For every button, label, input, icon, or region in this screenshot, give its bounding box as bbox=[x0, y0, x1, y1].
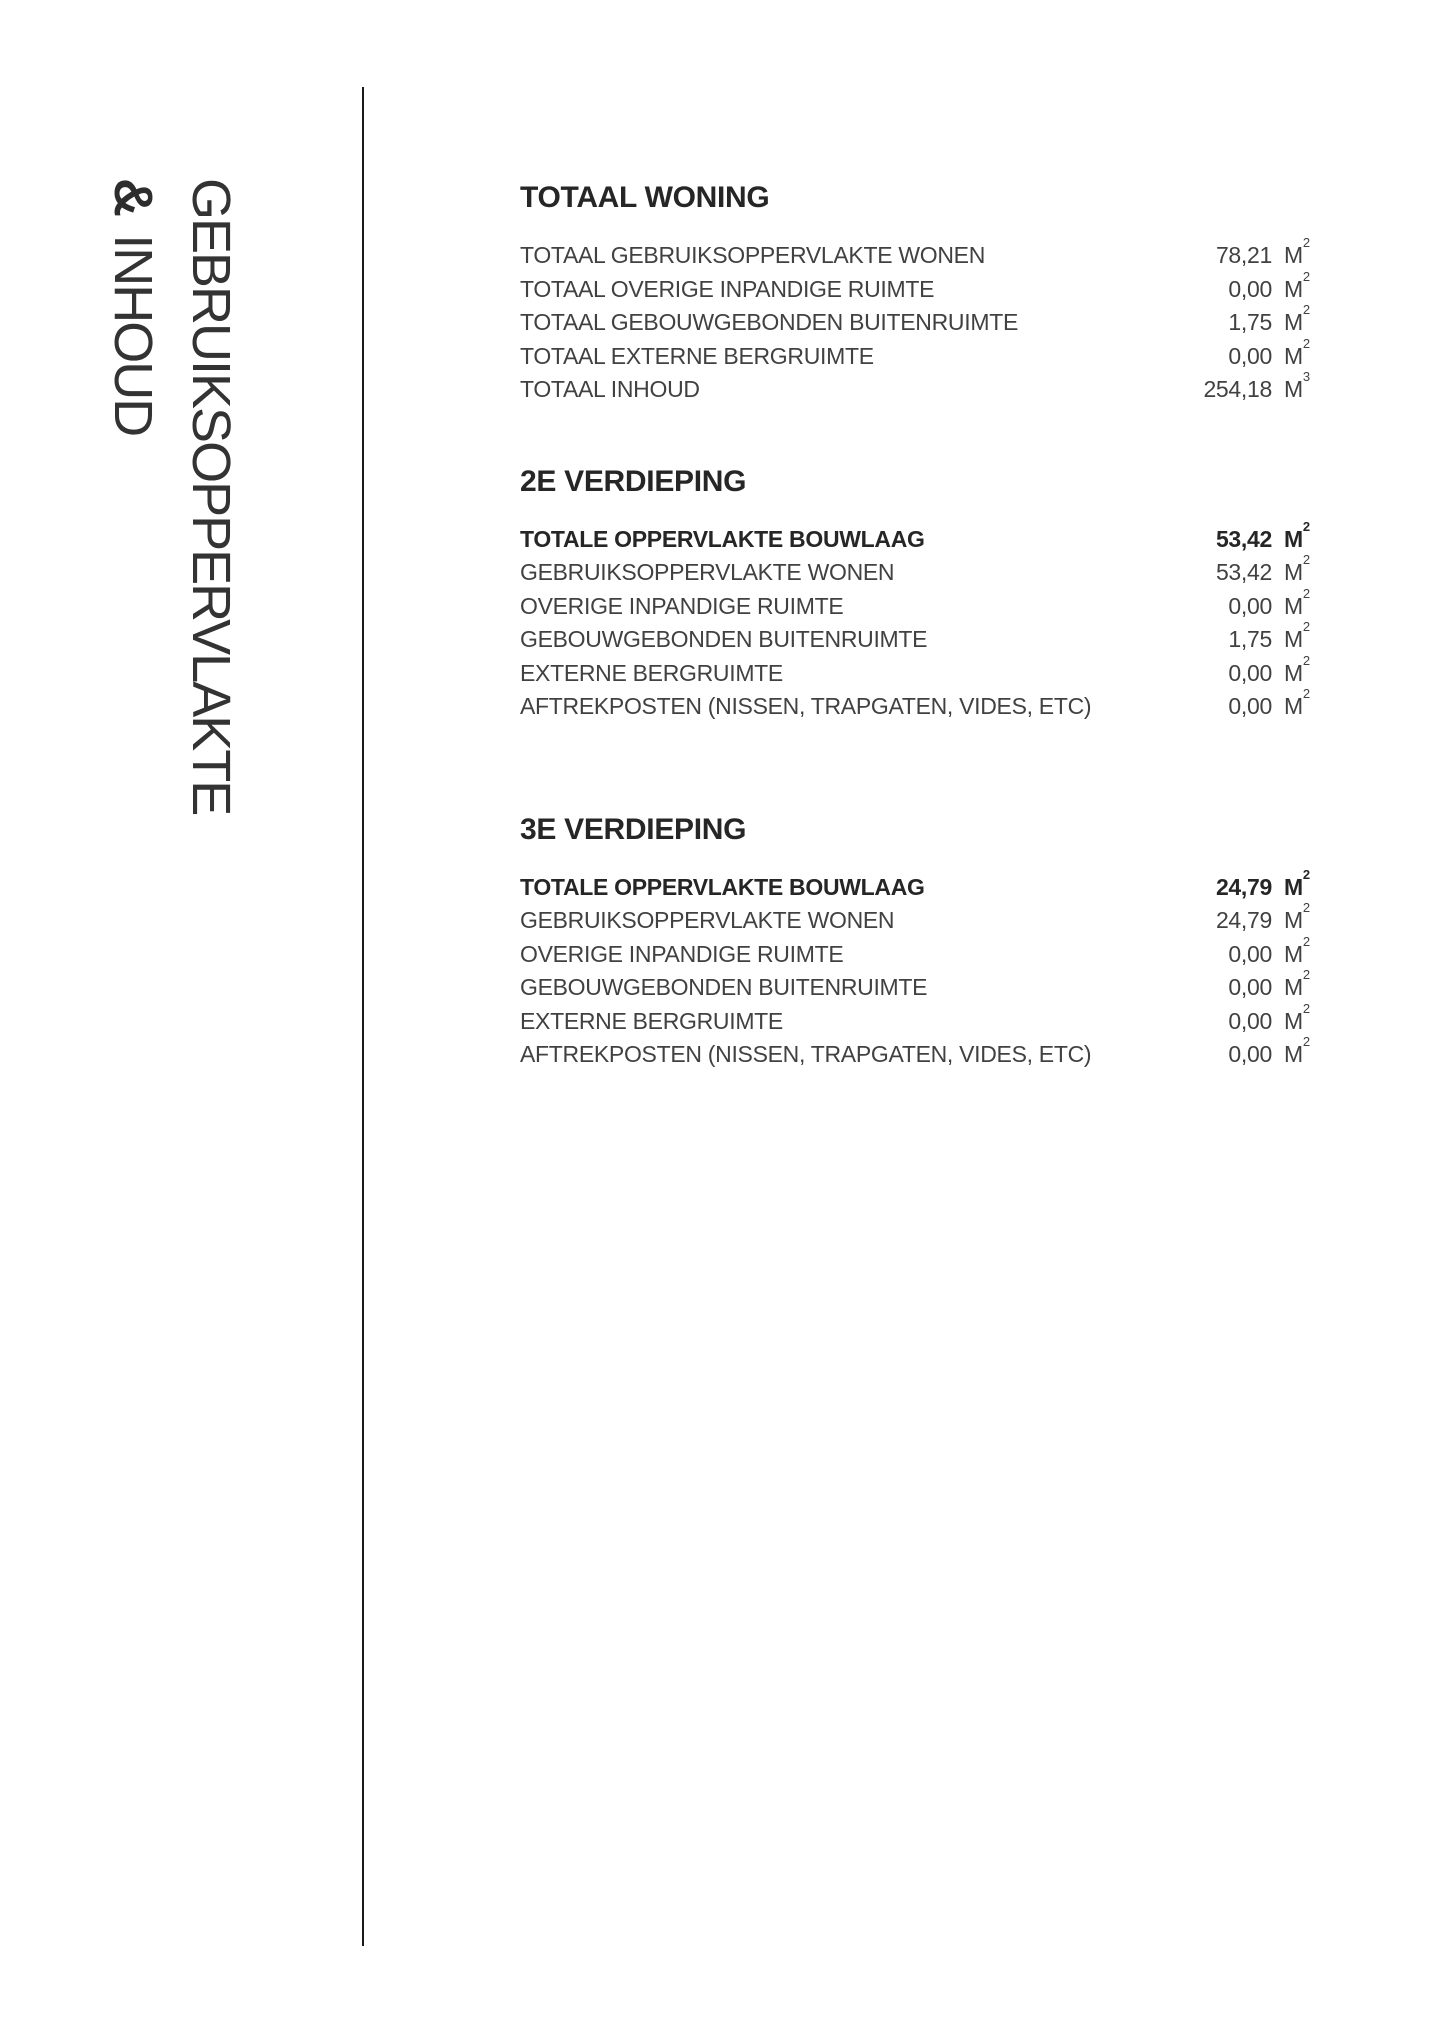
ampersand: & bbox=[103, 178, 163, 217]
unit-superscript: 2 bbox=[1302, 933, 1311, 949]
measurements-content bbox=[520, 0, 1330, 1072]
sidebar-title-line2-text: INHOUD bbox=[103, 234, 163, 436]
row-unit bbox=[1284, 1000, 1330, 1039]
vertical-divider bbox=[362, 87, 364, 1946]
section-heading: TOTAAL WONING bbox=[520, 181, 770, 214]
unit-symbol: M bbox=[1284, 626, 1303, 652]
row-unit bbox=[1284, 369, 1330, 407]
measurement-row bbox=[520, 652, 1330, 691]
unit-superscript: 2 bbox=[1302, 518, 1311, 534]
row-label: EXTERNE BERGRUIMTE bbox=[520, 659, 783, 686]
measurement-row bbox=[520, 967, 1330, 1005]
unit-superscript: 2 bbox=[1302, 302, 1311, 318]
section-rows bbox=[520, 235, 1330, 407]
row-value: 78,21 bbox=[1215, 242, 1272, 268]
row-label: TOTAAL OVERIGE INPANDIGE RUIMTE bbox=[520, 275, 935, 302]
unit-superscript: 2 bbox=[1302, 552, 1311, 568]
unit-superscript: 2 bbox=[1302, 1034, 1311, 1050]
row-label: TOTAAL EXTERNE BERGRUIMTE bbox=[520, 342, 874, 369]
unit-symbol: M bbox=[1284, 309, 1303, 335]
unit-symbol: M bbox=[1284, 1007, 1303, 1034]
unit-symbol: M bbox=[1284, 1041, 1303, 1067]
unit-symbol: M bbox=[1284, 659, 1303, 686]
measurement-row bbox=[520, 552, 1330, 590]
unit-superscript: 2 bbox=[1302, 235, 1311, 251]
row-label: GEBOUWGEBONDEN BUITENRUIMTE bbox=[520, 974, 928, 1000]
unit-superscript: 2 bbox=[1302, 686, 1311, 702]
sidebar-title-line1: GEBRUIKSOPPERVLAKTE bbox=[181, 178, 241, 815]
measurement-row bbox=[520, 585, 1330, 624]
measurement-section bbox=[520, 464, 1330, 724]
section-heading: 2E VERDIEPING bbox=[520, 464, 747, 498]
unit-superscript: 2 bbox=[1302, 866, 1311, 882]
row-value: 24,79 bbox=[1215, 907, 1272, 933]
measurement-row bbox=[520, 866, 1330, 905]
measurement-section bbox=[520, 183, 1330, 407]
row-unit bbox=[1284, 585, 1330, 624]
measurement-row bbox=[520, 302, 1330, 340]
row-value: 0,00 bbox=[1228, 592, 1272, 619]
unit-superscript: 3 bbox=[1302, 369, 1311, 385]
row-label: TOTAAL GEBOUWGEBONDEN BUITENRUIMTE bbox=[520, 309, 1018, 335]
measurement-row bbox=[520, 933, 1330, 972]
unit-symbol: M bbox=[1284, 974, 1303, 1000]
row-unit bbox=[1284, 302, 1330, 340]
sidebar-vertical-title bbox=[90, 178, 250, 878]
unit-symbol: M bbox=[1284, 559, 1303, 585]
unit-superscript: 2 bbox=[1302, 335, 1311, 351]
measurement-row bbox=[520, 900, 1330, 938]
row-label: GEBOUWGEBONDEN BUITENRUIMTE bbox=[520, 626, 928, 652]
row-unit bbox=[1284, 235, 1330, 273]
row-label: OVERIGE INPANDIGE RUIMTE bbox=[520, 940, 844, 967]
row-label: OVERIGE INPANDIGE RUIMTE bbox=[520, 592, 844, 619]
measurement-row bbox=[520, 686, 1330, 724]
row-unit bbox=[1284, 268, 1330, 307]
sidebar-title-line2 bbox=[94, 178, 172, 878]
row-unit bbox=[1284, 967, 1330, 1005]
row-unit bbox=[1284, 933, 1330, 972]
row-label: TOTALE OPPERVLAKTE BOUWLAAG bbox=[520, 873, 925, 900]
measurement-section bbox=[520, 812, 1330, 1072]
measurement-row bbox=[520, 1034, 1330, 1072]
row-value: 1,75 bbox=[1228, 626, 1272, 652]
row-unit bbox=[1284, 652, 1330, 691]
measurement-row bbox=[520, 518, 1330, 557]
unit-symbol: M bbox=[1284, 940, 1303, 967]
unit-symbol: M bbox=[1284, 275, 1303, 302]
unit-symbol: M bbox=[1284, 592, 1303, 619]
row-unit bbox=[1284, 900, 1330, 938]
unit-symbol: M bbox=[1284, 873, 1303, 900]
unit-superscript: 2 bbox=[1302, 1000, 1311, 1016]
unit-symbol: M bbox=[1284, 342, 1303, 369]
row-unit bbox=[1284, 335, 1330, 374]
unit-superscript: 2 bbox=[1302, 268, 1311, 284]
unit-superscript: 2 bbox=[1302, 585, 1311, 601]
unit-superscript: 2 bbox=[1302, 967, 1311, 983]
row-value: 0,00 bbox=[1228, 342, 1272, 369]
row-label: GEBRUIKSOPPERVLAKTE WONEN bbox=[520, 907, 895, 933]
row-value: 0,00 bbox=[1228, 275, 1272, 302]
row-value: 1,75 bbox=[1228, 309, 1272, 335]
row-label: TOTAAL INHOUD bbox=[520, 376, 700, 402]
row-value: 24,79 bbox=[1215, 873, 1272, 900]
row-unit bbox=[1284, 552, 1330, 590]
row-value: 0,00 bbox=[1228, 1007, 1272, 1034]
row-value: 254,18 bbox=[1203, 376, 1272, 402]
unit-symbol: M bbox=[1284, 693, 1303, 719]
row-value: 0,00 bbox=[1228, 659, 1272, 686]
row-label: GEBRUIKSOPPERVLAKTE WONEN bbox=[520, 559, 895, 585]
row-value: 0,00 bbox=[1228, 1041, 1272, 1067]
measurement-row bbox=[520, 369, 1330, 407]
row-unit bbox=[1284, 686, 1330, 724]
measurement-row bbox=[520, 235, 1330, 273]
row-unit bbox=[1284, 518, 1330, 557]
row-value: 0,00 bbox=[1228, 940, 1272, 967]
row-unit bbox=[1284, 619, 1330, 657]
row-label: TOTALE OPPERVLAKTE BOUWLAAG bbox=[520, 525, 925, 552]
unit-symbol: M bbox=[1284, 376, 1303, 402]
section-heading: 3E VERDIEPING bbox=[520, 812, 747, 846]
row-value: 0,00 bbox=[1228, 693, 1272, 719]
unit-superscript: 2 bbox=[1302, 900, 1311, 916]
row-label: AFTREKPOSTEN (NISSEN, TRAPGATEN, VIDES, ETC) bbox=[520, 1041, 1092, 1067]
row-label: TOTAAL GEBRUIKSOPPERVLAKTE WONEN bbox=[520, 242, 985, 268]
measurement-row bbox=[520, 268, 1330, 307]
row-value: 53,42 bbox=[1215, 559, 1272, 585]
unit-symbol: M bbox=[1284, 242, 1303, 268]
measurement-row bbox=[520, 619, 1330, 657]
unit-superscript: 2 bbox=[1302, 619, 1311, 635]
measurement-row bbox=[520, 335, 1330, 374]
row-label: EXTERNE BERGRUIMTE bbox=[520, 1007, 783, 1034]
unit-superscript: 2 bbox=[1302, 652, 1311, 668]
row-unit bbox=[1284, 1034, 1330, 1072]
unit-symbol: M bbox=[1284, 525, 1303, 552]
row-value: 53,42 bbox=[1215, 525, 1272, 552]
section-rows bbox=[520, 866, 1330, 1072]
unit-symbol: M bbox=[1284, 907, 1303, 933]
row-unit bbox=[1284, 866, 1330, 905]
measurement-row bbox=[520, 1000, 1330, 1039]
row-label: AFTREKPOSTEN (NISSEN, TRAPGATEN, VIDES, ETC) bbox=[520, 693, 1092, 719]
section-rows bbox=[520, 518, 1330, 724]
row-value: 0,00 bbox=[1228, 974, 1272, 1000]
